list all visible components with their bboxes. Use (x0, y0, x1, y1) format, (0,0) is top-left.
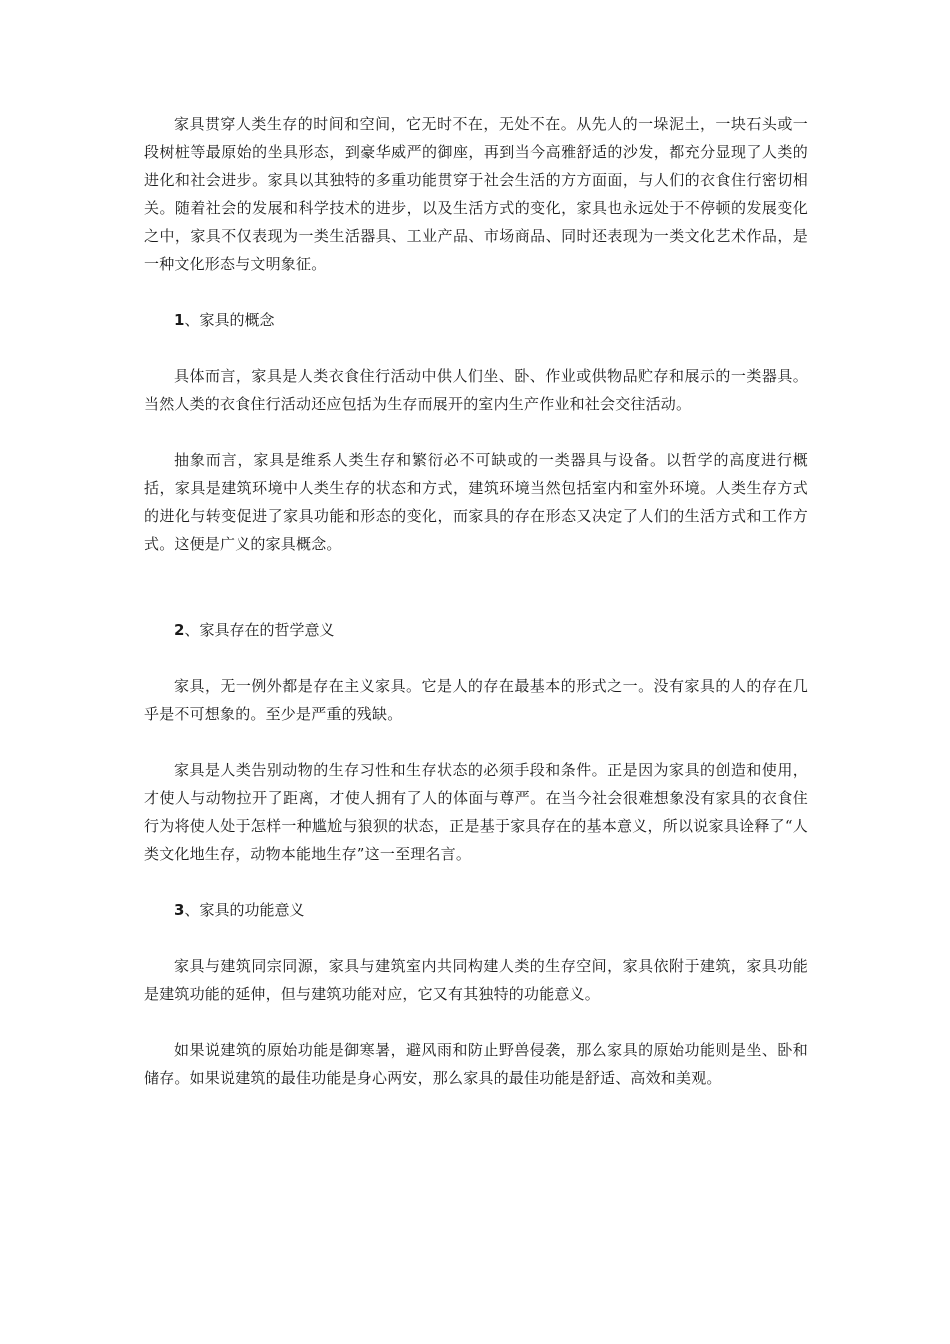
intro-paragraph: 家具贯穿人类生存的时间和空间，它无时不在，无处不在。从先人的一垛泥土，一块石头或一段树桩等最原始的坐具形态，到豪华威严的御座，再到当今高雅舒适的沙发，都充分显现了人类的进化和社会进步。家具以其独特的多重功能贯穿于社会生活的方方面面，与人们的衣食住行密切相关。随着社会的发展和科学技术的进步，以及生活方式的变化，家具也永远处于不停顿的发展变化之中，家具不仅表现为一类生活器具、工业产品、市场商品、同时还表现为一类文化艺术作品，是一种文化形态与文明象征。 (144, 115, 808, 273)
body-paragraph: 如果说建筑的原始功能是御寒暑，避风雨和防止野兽侵袭，那么家具的原始功能则是坐、卧和储存。如果说建筑的最佳功能是身心两安，那么家具的最佳功能是舒适、高效和美观。 (144, 1041, 808, 1087)
document-page (144, 110, 808, 1092)
body-paragraph: 具体而言，家具是人类衣食住行活动中供人们坐、卧、作业或供物品贮存和展示的一类器具。当然人类的衣食住行活动还应包括为生存而展开的室内生产作业和社会交往活动。 (144, 367, 808, 413)
spacer (144, 418, 808, 446)
spacer (144, 1008, 808, 1036)
section-number: 2 (174, 621, 185, 639)
spacer (144, 278, 808, 306)
spacer (144, 334, 808, 362)
section-heading-1 (144, 306, 808, 334)
spacer (144, 728, 808, 756)
body-paragraph: 家具，无一例外都是存在主义家具。它是人的存在最基本的形式之一。没有家具的人的存在几乎是不可想象的。至少是严重的残缺。 (144, 677, 808, 723)
section-title: 、家具的功能意义 (184, 901, 305, 919)
section-heading-3 (144, 896, 808, 924)
section-title: 、家具的概念 (184, 311, 275, 329)
section-heading-2 (144, 616, 808, 644)
spacer (144, 644, 808, 672)
body-paragraph: 抽象而言，家具是维系人类生存和繁衍必不可缺或的一类器具与设备。以哲学的高度进行概括，家具是建筑环境中人类生存的状态和方式，建筑环境当然包括室内和室外环境。人类生存方式的进化与转变促进了家具功能和形态的变化，而家具的存在形态又决定了人们的生活方式和工作方式。这便是广义的家具概念。 (144, 451, 808, 553)
spacer (144, 924, 808, 952)
section-number: 3 (174, 901, 185, 919)
spacer (144, 558, 808, 616)
spacer (144, 868, 808, 896)
body-paragraph: 家具与建筑同宗同源，家具与建筑室内共同构建人类的生存空间，家具依附于建筑，家具功能是建筑功能的延伸，但与建筑功能对应，它又有其独特的功能意义。 (144, 957, 808, 1003)
section-title: 、家具存在的哲学意义 (184, 621, 335, 639)
section-number: 1 (174, 311, 185, 329)
body-paragraph: 家具是人类告别动物的生存习性和生存状态的必须手段和条件。正是因为家具的创造和使用，才使人与动物拉开了距离，才使人拥有了人的体面与尊严。在当今社会很难想象没有家具的衣食住行为将使人处于怎样一种尴尬与狼狈的状态，正是基于家具存在的基本意义，所以说家具诠释了“人类文化地生存，动物本能地生存”这一至理名言。 (144, 761, 808, 863)
